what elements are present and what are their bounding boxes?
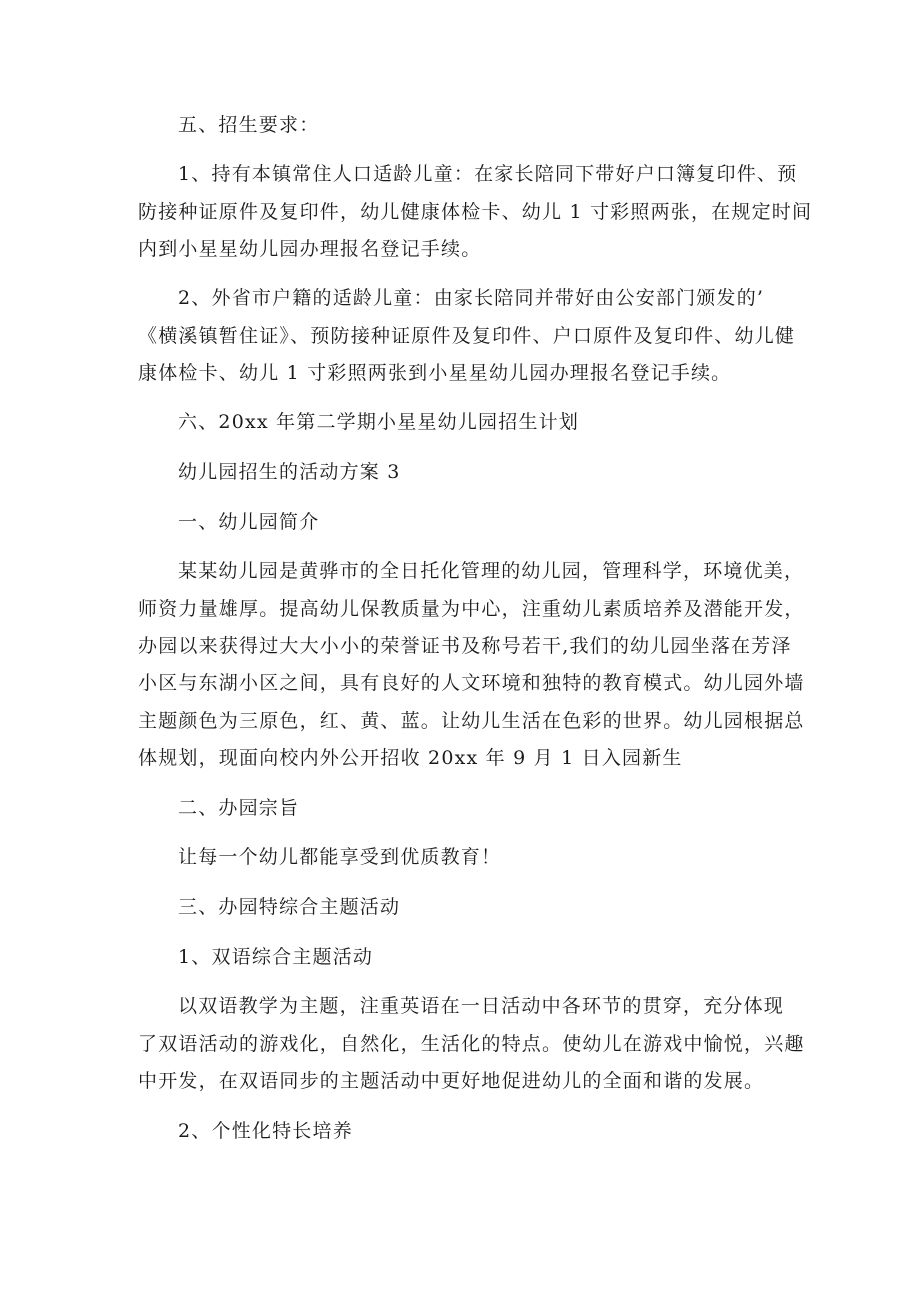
section-5-item-1-line-1: 1、持有本镇常住人口适龄儿童：在家长陪同下带好户口簿复印件、预 xyxy=(178,163,798,185)
part-3-item-1-body-line-3: 中开发，在双语同步的主题活动中更好地促进幼儿的全面和谐的发展。 xyxy=(138,1070,765,1092)
part-1-body-line-3: 办园以来获得过大大小小的荣誉证书及称号若干,我们的幼儿园坐落在芳泽 xyxy=(138,635,792,657)
section-5-heading: 五、招生要求： xyxy=(178,114,320,136)
part-3-item-2-heading: 2、个性化特长培养 xyxy=(178,1120,353,1142)
part-1-body-line-6: 体规划，现面向校内外公开招收 20xx 年 9 月 1 日入园新生 xyxy=(138,747,683,769)
section-6-heading: 六、20xx 年第二学期小星星幼儿园招生计划 xyxy=(178,411,580,433)
part-3-item-1-heading: 1、双语综合主题活动 xyxy=(178,946,374,968)
section-5-item-1-line-3: 内到小星星幼儿园办理报名登记手续。 xyxy=(138,238,482,260)
plan-title: 幼儿园招生的活动方案 3 xyxy=(178,461,401,483)
section-5-item-2-line-1: 2、外省市户籍的适龄儿童：由家长陪同并带好由公安部门颁发的’ xyxy=(178,287,765,309)
part-1-body-line-4: 小区与东湖小区之间，具有良好的人文环境和独特的教育模式。幼儿园外墙 xyxy=(138,672,805,694)
section-5-item-1-line-2: 防接种证原件及复印件，幼儿健康体检卡、幼儿 1 寸彩照两张，在规定时间 xyxy=(138,201,813,223)
part-1-body-line-2: 师资力量雄厚。提高幼儿保教质量为中心，注重幼儿素质培养及潜能开发， xyxy=(138,598,805,620)
part-3-item-1-body-line-1: 以双语教学为主题，注重英语在一日活动中各环节的贯穿，充分体现 xyxy=(178,995,785,1017)
part-2-heading: 二、办园宗旨 xyxy=(178,797,300,819)
part-1-body-line-1: 某某幼儿园是黄骅市的全日托化管理的幼儿园，管理科学，环境优美， xyxy=(178,560,805,582)
section-5-item-2-line-3: 康体检卡、幼儿 1 寸彩照两张到小星星幼儿园办理报名登记手续。 xyxy=(138,362,732,384)
part-1-heading: 一、幼儿园简介 xyxy=(178,511,320,533)
section-5-item-2-line-2: 《横溪镇暂住证》、预防接种证原件及复印件、户口原件及复印件、幼儿健 xyxy=(138,325,796,347)
part-3-item-1-body-line-2: 了双语活动的游戏化，自然化，生活化的特点。使幼儿在游戏中愉悦，兴趣 xyxy=(138,1033,805,1055)
part-3-heading: 三、办园特综合主题活动 xyxy=(178,896,401,918)
part-1-body-line-5: 主题颜色为三原色，红、黄、蓝。让幼儿生活在色彩的世界。幼儿园根据总 xyxy=(138,710,805,732)
part-2-body: 让每一个幼儿都能享受到优质教育！ xyxy=(178,846,502,868)
